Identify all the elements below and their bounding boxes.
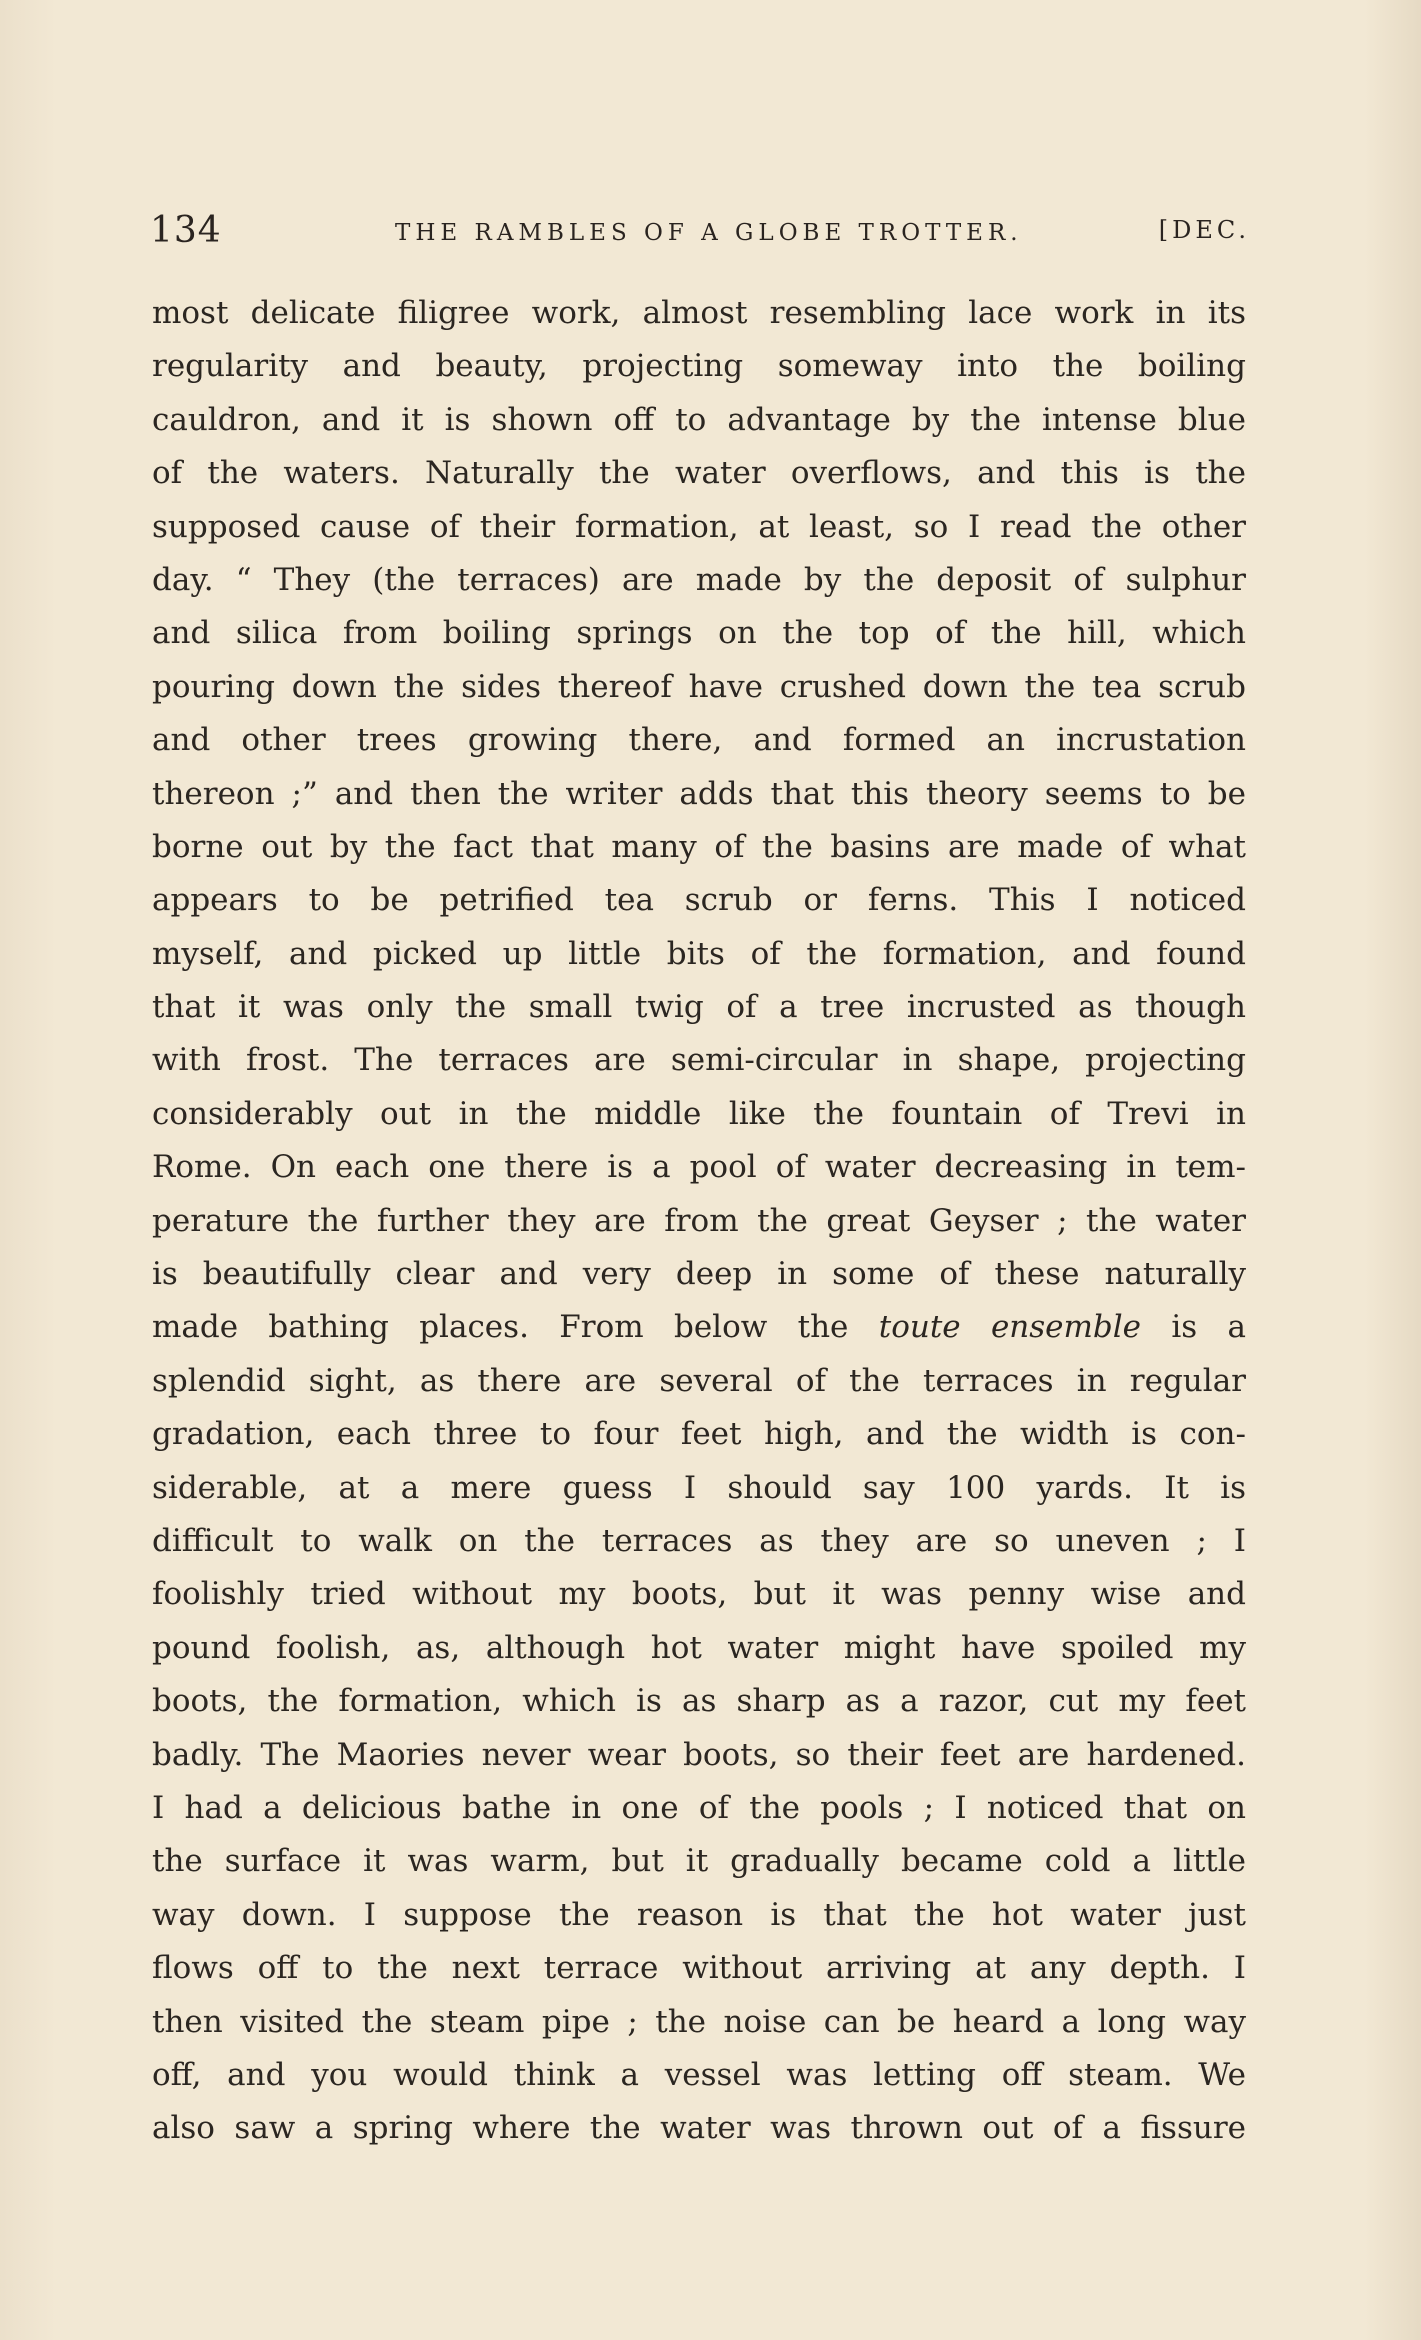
text-line: way down. I suppose the reason is that the hot water just [152, 1896, 1246, 1933]
text-line: most delicate filigree work, almost resembling lace work in its [152, 295, 1246, 331]
text-line: then visited the steam pipe ; the noise can be heard a long way [152, 2003, 1246, 2040]
text-line: also saw a spring where the water was thrown out of a fissure [152, 2110, 1246, 2147]
text-line: I had a delicious bathe in one of the pools ; I noticed that on [152, 1789, 1246, 1826]
text-line: siderable, at a mere guess I should say 100 yards. It is [152, 1469, 1246, 1506]
text-segment: made bathing places. From below the [152, 1309, 849, 1346]
running-title: THE RAMBLES OF A GLOBE TROTTER. [395, 220, 1023, 246]
text-line: pouring down the sides thereof have crushed down the tea scrub [152, 668, 1246, 705]
text-line: day. “ They (the terraces) are made by the deposit of sulphur [152, 561, 1246, 598]
text-line: Rome. On each one there is a pool of water decreasing in tem- [152, 1149, 1246, 1186]
text-line: is beautifully clear and very deep in some of these naturally [152, 1256, 1246, 1293]
text-line: of the waters. Naturally the water overflows, and this is the [152, 455, 1246, 492]
running-month: [DEC. [1158, 216, 1250, 244]
text-line: perature the further they are from the great Geyser ; the water [152, 1202, 1246, 1239]
text-line: difficult to walk on the terraces as they are so uneven ; I [152, 1522, 1246, 1559]
text-line: gradation, each three to four feet high, and the width is con- [152, 1416, 1246, 1453]
text-line: supposed cause of their formation, at least, so I read the other [152, 508, 1246, 545]
text-line: and other trees growing there, and formed an incrustation [152, 722, 1246, 759]
text-line: and silica from boiling springs on the top of the hill, which [152, 615, 1246, 652]
text-line: boots, the formation, which is as sharp as a razor, cut my feet [152, 1683, 1246, 1720]
text-line: borne out by the fact that many of the basins are made of what [152, 828, 1246, 865]
text-line: foolishly tried without my boots, but it was penny wise and [152, 1576, 1246, 1613]
text-line: cauldron, and it is shown off to advantage by the intense blue [152, 401, 1246, 438]
text-line: thereon ;” and then the writer adds that this theory seems to be [152, 775, 1246, 812]
text-line: with frost. The terraces are semi-circular in shape, projecting [152, 1042, 1246, 1079]
text-line: regularity and beauty, projecting someway into the boiling [152, 348, 1246, 385]
text-line: off, and you would think a vessel was letting off steam. We [152, 2056, 1246, 2093]
text-line: splendid sight, as there are several of the terraces in regular [152, 1362, 1246, 1399]
body-text [152, 287, 1246, 2156]
page-number: 134 [150, 210, 222, 251]
text-line: flows off to the next terrace without arriving at any depth. I [152, 1950, 1246, 1987]
italic-phrase: toute ensemble [878, 1309, 1142, 1346]
text-line-italic [152, 1301, 1246, 1354]
text-line: that it was only the small twig of a tree incrusted as though [152, 989, 1246, 1026]
text-line: myself, and picked up little bits of the formation, and found [152, 935, 1246, 972]
text-line: pound foolish, as, although hot water might have spoiled my [152, 1629, 1246, 1666]
text-line: appears to be petrified tea scrub or ferns. This I noticed [152, 882, 1246, 919]
text-segment: is a [1171, 1309, 1247, 1346]
text-line: considerably out in the middle like the fountain of Trevi in [152, 1095, 1246, 1132]
text-line: badly. The Maories never wear boots, so their feet are hardened. [152, 1736, 1246, 1773]
running-header [150, 210, 1250, 260]
text-line: the surface it was warm, but it gradually became cold a little [152, 1843, 1246, 1880]
